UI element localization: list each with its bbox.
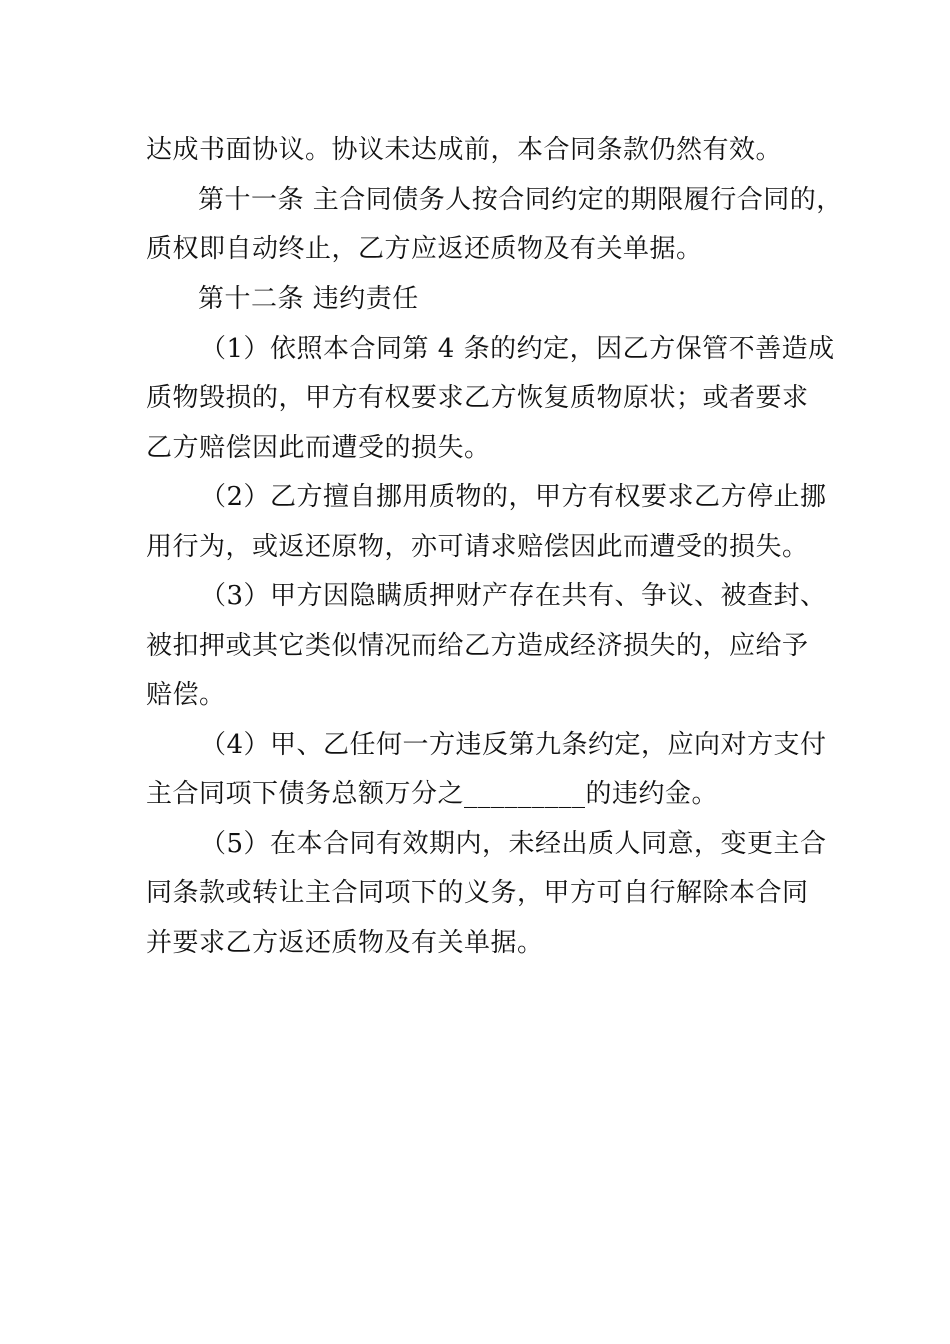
text-line: 主合同项下债务总额万分之_________的违约金。 <box>146 779 719 809</box>
text-line: 质物毁损的，甲方有权要求乙方恢复质物原状；或者要求 <box>146 383 809 413</box>
clause-5-line: （5）在本合同有效期内，未经出质人同意，变更主合 <box>200 829 827 859</box>
text-line: 达成书面协议。协议未达成前，本合同条款仍然有效。 <box>146 135 783 165</box>
clause-3-line: （3）甲方因隐瞒质押财产存在共有、争议、被查封、 <box>200 581 827 611</box>
article-11-heading-line: 第十一条 主合同债务人按合同约定的期限履行合同的， <box>198 185 843 215</box>
text-line: 同条款或转让主合同项下的义务，甲方可自行解除本合同 <box>146 878 809 908</box>
clause-4-line: （4）甲、乙任何一方违反第九条约定，应向对方支付 <box>200 730 827 760</box>
text-line: 乙方赔偿因此而遭受的损失。 <box>146 433 491 463</box>
text-line: 赔偿。 <box>146 680 226 710</box>
article-12-heading: 第十二条 违约责任 <box>198 284 419 314</box>
text-line: 质权即自动终止，乙方应返还质物及有关单据。 <box>146 234 703 264</box>
text-line: 并要求乙方返还质物及有关单据。 <box>146 928 544 958</box>
clause-2-line: （2）乙方擅自挪用质物的，甲方有权要求乙方停止挪 <box>200 482 827 512</box>
text-line: 用行为，或返还原物，亦可请求赔偿因此而遭受的损失。 <box>146 532 809 562</box>
clause-1-line: （1）依照本合同第 4 条的约定，因乙方保管不善造成 <box>200 334 835 364</box>
text-line: 被扣押或其它类似情况而给乙方造成经济损失的，应给予 <box>146 631 809 661</box>
